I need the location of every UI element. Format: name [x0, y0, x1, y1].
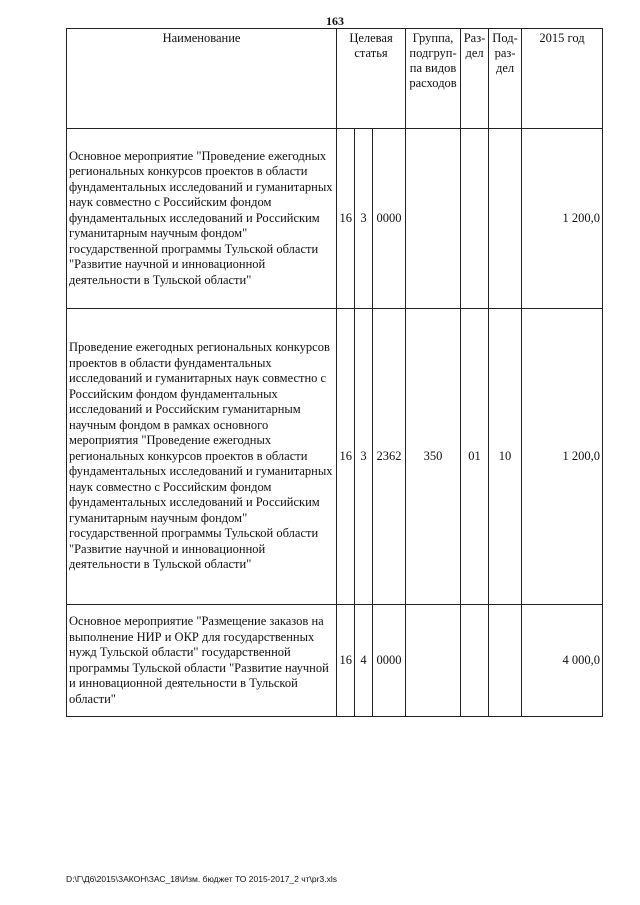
row-subsection: [489, 605, 522, 717]
page-number: 163: [326, 14, 344, 28]
row-section: [461, 605, 489, 717]
row-amount: 1 200,0: [522, 129, 603, 309]
table-row: [67, 605, 603, 717]
row-code-subprogram: 4: [355, 605, 373, 717]
header-target-article: Целевая статья: [337, 29, 406, 129]
header-subsection: Под-раз-дел: [489, 29, 522, 129]
row-name: Проведение ежегодных региональных конкурсов проектов в области фундаментальных исследований и гуманитарных наук совместно с Российским фондом фундаментальных исследований и Российским гуманитарным научным фондом в рамках основного мероприятия "Проведение ежегодных региональных конкурсов проектов в области фундаментальных исследований и гуманитарных наук совместно с Российским фондом фундаментальных исследований и Российским гуманитарным научным фондом" государственной программы Тульской области "Развитие научной и инновационной деятельности в Тульской области": [67, 309, 337, 605]
row-code-direction: 0000: [373, 605, 406, 717]
row-code-program: 16: [337, 129, 355, 309]
row-group: [406, 129, 461, 309]
row-amount: 4 000,0: [522, 605, 603, 717]
row-code-direction: 2362: [373, 309, 406, 605]
row-subsection: [489, 129, 522, 309]
header-section: Раз-дел: [461, 29, 489, 129]
row-code-subprogram: 3: [355, 309, 373, 605]
row-name: Основное мероприятие "Размещение заказов на выполнение НИР и ОКР для государственных нужд Тульской области" государственной программы Тульской области "Развитие научной и инновационной деятельности в Тульской области": [67, 605, 337, 717]
row-section: [461, 129, 489, 309]
row-code-program: 16: [337, 309, 355, 605]
row-code-program: 16: [337, 605, 355, 717]
header-name: Наименование: [67, 29, 337, 129]
row-name: Основное мероприятие "Проведение ежегодных региональных конкурсов проектов в области фундаментальных исследований и гуманитарных наук совместно с Российским фондом фундаментальных исследований и Российским гуманитарным научным фондом" государственной программы Тульской области "Развитие научной и инновационной деятельности в Тульской области": [67, 129, 337, 309]
table-header-row: [67, 29, 603, 129]
table-row: [67, 129, 603, 309]
table-row: [67, 309, 603, 605]
row-code-direction: 0000: [373, 129, 406, 309]
header-year: 2015 год: [522, 29, 603, 129]
row-group: 350: [406, 309, 461, 605]
budget-table: [66, 28, 603, 717]
row-amount: 1 200,0: [522, 309, 603, 605]
row-section: 01: [461, 309, 489, 605]
file-path-footer: D:\Г\Д6\2015\ЗАКОН\ЗАС_18\Изм. бюджет ТО 2015-2017_2 чт\pr3.xls: [66, 874, 337, 884]
header-group: Группа, подгруп-па видов расходов: [406, 29, 461, 129]
row-code-subprogram: 3: [355, 129, 373, 309]
row-group: [406, 605, 461, 717]
row-subsection: 10: [489, 309, 522, 605]
